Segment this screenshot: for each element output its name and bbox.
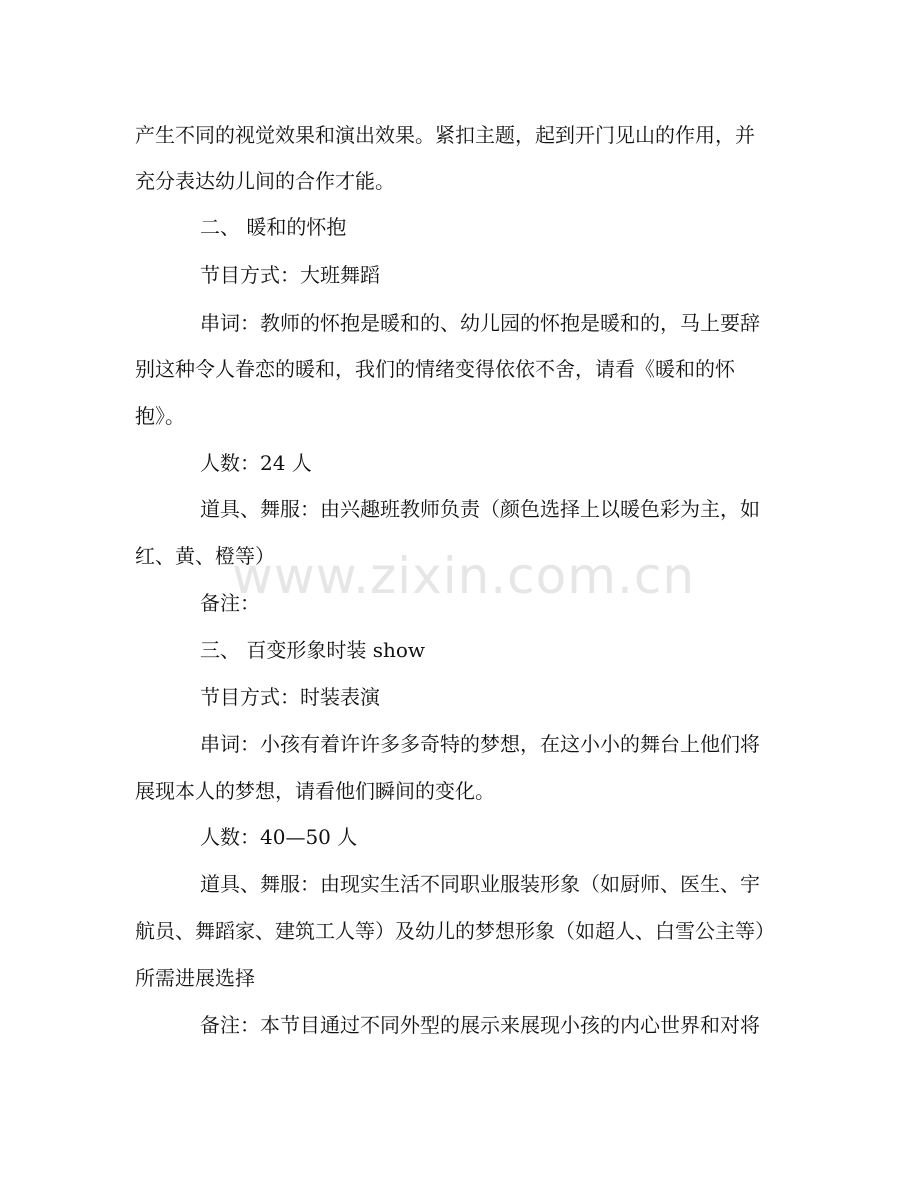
paragraph-line: 道具、舞服：由现实生活不同职业服装形象（如厨师、医生、宇 (200, 872, 760, 896)
paragraph-line: 产生不同的视觉效果和演出效果。紧扣主题，起到开门见山的作用，并 (135, 123, 755, 147)
paragraph-line: 道具、舞服：由兴趣班教师负责（颜色选择上以暖色彩为主，如 (200, 497, 760, 521)
paragraph-line: 备注： (200, 591, 260, 615)
paragraph-line: 别这种令人眷恋的暖和，我们的情绪变得依依不舍，请看《暖和的怀 (135, 357, 735, 381)
paragraph-line: 人数：40—50 人 (200, 825, 358, 849)
paragraph-line: 串词：小孩有着许许多多奇特的梦想，在这小小的舞台上他们将 (200, 732, 760, 756)
paragraph-line: 串词：教师的怀抱是暖和的、幼儿园的怀抱是暖和的，马上要辞 (200, 311, 760, 335)
watermark-text: www.zixin.com.cn (232, 547, 696, 605)
paragraph-line: 展现本人的梦想，请看他们瞬间的变化。 (135, 779, 495, 803)
paragraph-line: 备注：本节目通过不同外型的展示来展现小孩的内心世界和对将 (200, 1013, 760, 1037)
section-heading-2: 二、 暖和的怀抱 (200, 215, 347, 239)
paragraph-line: 节目方式：大班舞蹈 (200, 263, 380, 287)
paragraph-line: 航员、舞蹈家、建筑工人等）及幼儿的梦想形象（如超人、白雪公主等） (135, 919, 775, 943)
paragraph-line: 所需进展选择 (135, 966, 255, 990)
paragraph-line: 人数：24 人 (200, 451, 312, 475)
paragraph-line: 抱》。 (135, 404, 185, 428)
paragraph-line: 红、黄、橙等） (135, 544, 275, 568)
section-heading-3: 三、 百变形象时装 show (200, 638, 426, 662)
paragraph-line: 充分表达幼儿间的合作才能。 (135, 169, 395, 193)
paragraph-line: 节目方式：时装表演 (200, 685, 380, 709)
